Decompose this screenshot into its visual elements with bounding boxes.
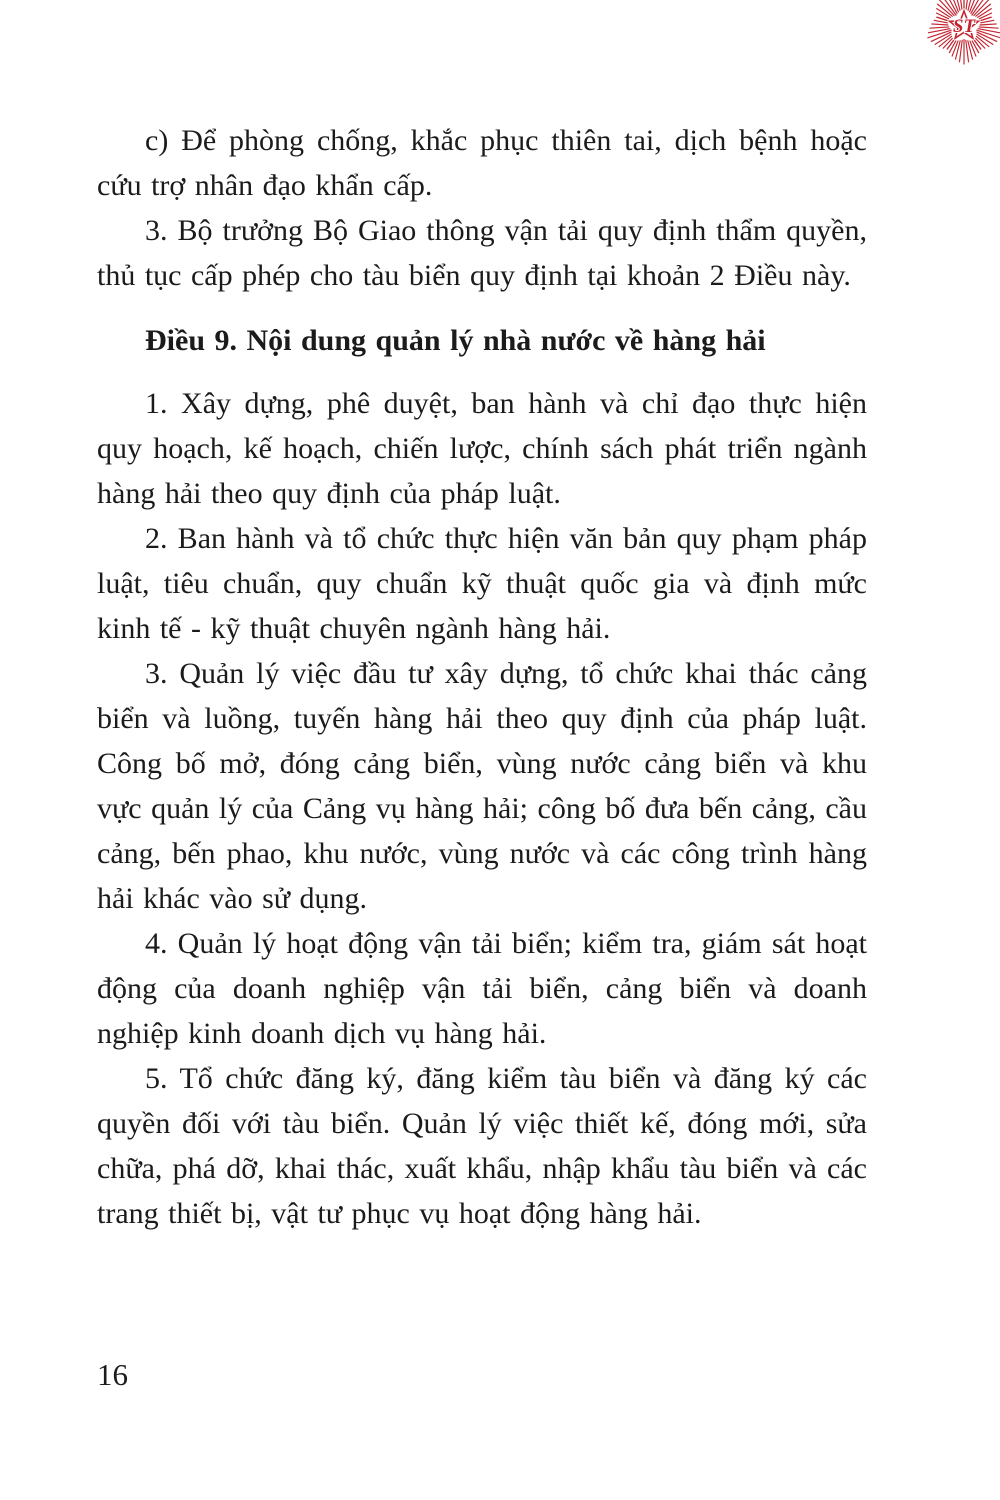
paragraph-item-3: 3. Quản lý việc đầu tư xây dựng, tổ chức khai thác cảng biển và luồng, tuyến hàng hải theo quy định của pháp luật. Công bố mở, đóng cảng biển, vùng nước cảng biển và khu vực quản lý của Cảng vụ hàng hải; công bố đưa bến cảng, cầu cảng, bến phao, khu nước, vùng nước và các công trình hàng hải khác vào sử dụng. [97, 657, 867, 915]
publisher-star-logo [922, 0, 1000, 68]
page-number: 16 [97, 1357, 128, 1392]
paragraph-item-4: 4. Quản lý hoạt động vận tải biển; kiểm tra, giám sát hoạt động của doanh nghiệp vận tải biển, cảng biển và doanh nghiệp kinh doanh dịch vụ hàng hải. [97, 927, 867, 1050]
page-text-block [97, 118, 867, 1236]
paragraph-clause-3: 3. Bộ trưởng Bộ Giao thông vận tải quy định thẩm quyền, thủ tục cấp phép cho tàu biển quy định tại khoản 2 Điều này. [97, 214, 867, 292]
paragraph-item-2: 2. Ban hành và tổ chức thực hiện văn bản quy phạm pháp luật, tiêu chuẩn, quy chuẩn kỹ thuật quốc gia và định mức kinh tế - kỹ thuật chuyên ngành hàng hải. [97, 522, 867, 645]
paragraph-item-5: 5. Tổ chức đăng ký, đăng kiểm tàu biển và đăng ký các quyền đối với tàu biển. Quản lý việc thiết kế, đóng mới, sửa chữa, phá dỡ, khai thác, xuất khẩu, nhập khẩu tàu biển và các trang thiết bị, vật tư phục vụ hoạt động hàng hải. [97, 1062, 867, 1230]
logo-st-text: ST [952, 16, 976, 37]
starburst-icon [922, 0, 1000, 68]
paragraph-point-c: c) Để phòng chống, khắc phục thiên tai, dịch bệnh hoặc cứu trợ nhân đạo khẩn cấp. [97, 124, 867, 202]
paragraph-item-1: 1. Xây dựng, phê duyệt, ban hành và chỉ đạo thực hiện quy hoạch, kế hoạch, chiến lược, chính sách phát triển ngành hàng hải theo quy định của pháp luật. [97, 387, 867, 510]
article-9-heading: Điều 9. Nội dung quản lý nhà nước về hàng hải [145, 324, 766, 357]
